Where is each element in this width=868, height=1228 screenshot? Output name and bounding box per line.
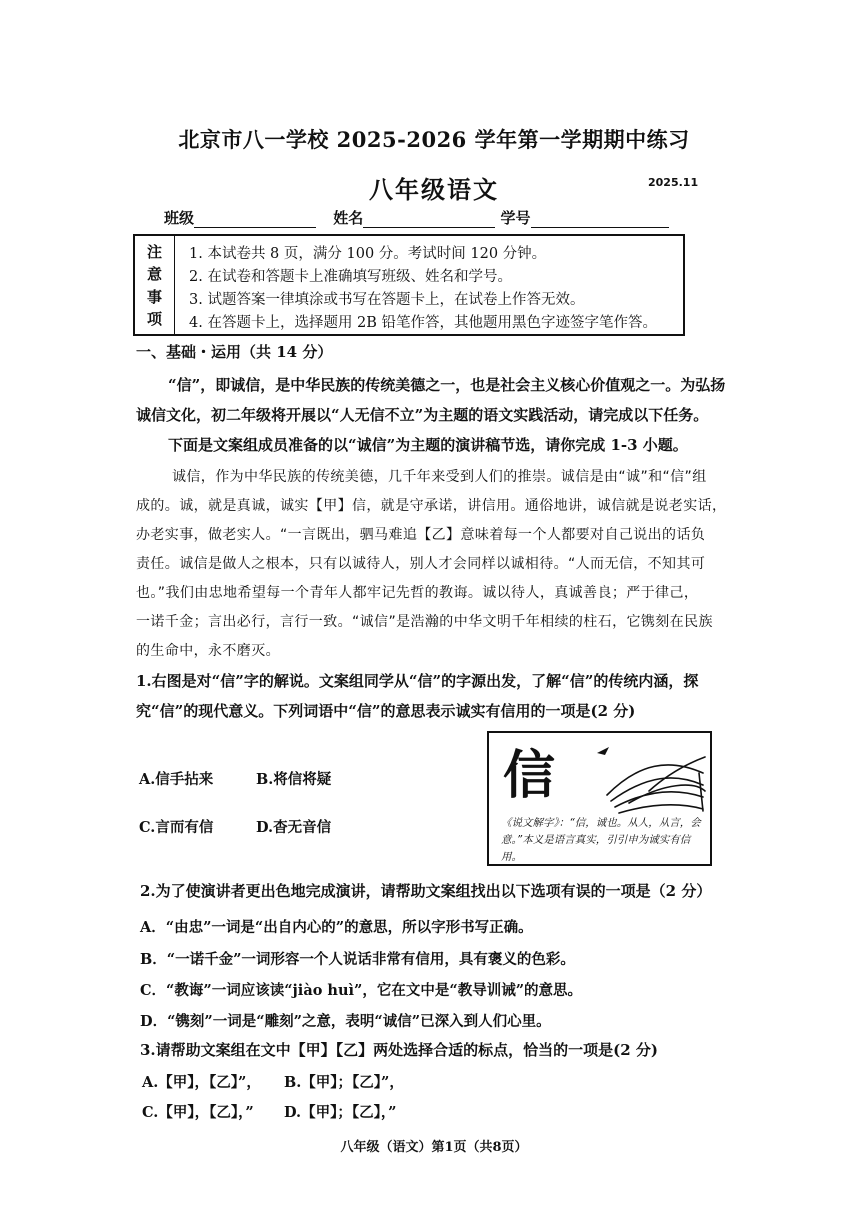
question-1-stem: 1.右图是对“信”字的解说。文案组同学从“信”的字源出发，了解“信”的传统内涵，探 — [136, 672, 699, 690]
question-2-stem: 2.为了使演讲者更出色地完成演讲，请帮助文案组找出以下选项有误的一项是（2 分） — [140, 882, 712, 900]
class-field[interactable] — [194, 211, 316, 228]
exam-title: 北京市八一学校 2025-2026 学年第一学期期中练习 — [178, 127, 690, 152]
page-footer: 八年级（语文）第1页（共8页） — [340, 1140, 528, 1155]
speech-line: 一诺千金；言出必行，言行一致。“诚信”是浩瀚的中华文明千年相续的柱石，它镌刻在民族 — [136, 614, 713, 630]
speech-line: 诚信，作为中华民族的传统美德，几千年来受到人们的推崇。诚信是由“诚”和“信”组 — [172, 469, 707, 485]
grass-strokes-icon — [607, 757, 705, 813]
exam-date: 2025.11 — [648, 176, 699, 189]
q1-option-c[interactable]: C.言而有信 — [139, 819, 214, 836]
q1-option-a[interactable]: A.信手拈来 — [139, 771, 214, 788]
xin-glyph: 信 — [503, 745, 556, 806]
notice-item: 4. 在答题卡上，选择题用 2B 铅笔作答，其他题用黑色字迹签字笔作答。 — [189, 315, 658, 331]
intro-line: 下面是文案组成员准备的以“诚信”为主题的演讲稿节选，请你完成 1-3 小题。 — [168, 436, 688, 454]
q3-option-d[interactable]: D.【甲】；【乙】，” — [284, 1104, 397, 1121]
id-field[interactable] — [531, 211, 669, 228]
xin-character-figure — [487, 731, 712, 866]
id-label: 学号 — [500, 209, 531, 227]
name-field[interactable] — [363, 211, 495, 228]
notice-item: 3. 试题答案一律填涂或书写在答题卡上，在试卷上作答无效。 — [189, 292, 585, 308]
student-info-line — [164, 207, 669, 228]
q2-option-c[interactable]: C．“教诲”一词应该读“jiào huì”，它在文中是“教导训诫”的意思。 — [140, 982, 583, 999]
notice-head-char: 事 — [146, 287, 162, 306]
notice-head-char: 意 — [146, 265, 162, 284]
q3-option-c[interactable]: C.【甲】，【乙】，” — [142, 1104, 254, 1121]
notice-heading — [135, 236, 175, 334]
question-1-stem: 究“信”的现代意义。下列词语中“信”的意思表示诚实有信用的一项是(2 分) — [136, 702, 636, 720]
exam-subject: 八年级语文 — [369, 175, 499, 204]
notice-head-char: 注 — [146, 242, 162, 261]
q1-option-b[interactable]: B.将信将疑 — [256, 771, 332, 788]
section-heading: 一、基础・运用（共 14 分） — [136, 343, 333, 361]
speech-line: 也。”我们由忠地希望每一个青年人都牢记先哲的教诲。诚以待人，真诚善良；严于律己， — [136, 585, 699, 601]
bird-icon — [597, 747, 609, 755]
notice-box — [133, 234, 685, 336]
q1-option-d[interactable]: D.杳无音信 — [256, 819, 332, 836]
intro-line: 诚信文化，初二年级将开展以“人无信不立”为主题的语文实践活动，请完成以下任务。 — [136, 406, 709, 424]
name-label: 姓名 — [333, 209, 364, 227]
q2-option-b[interactable]: B．“一诺千金”一词形容一个人说话非常有信用，具有褒义的色彩。 — [140, 951, 575, 968]
notice-list — [189, 243, 657, 335]
q2-option-d[interactable]: D．“镌刻”一词是“雕刻”之意，表明“诚信”已深入到人们心里。 — [140, 1013, 551, 1030]
figure-caption: 《说文解字》：“信，诚也。从人，从言，会意。”本义是语言真实，引引申为诚实有信用。 — [501, 817, 701, 863]
speech-line: 的生命中，永不磨灭。 — [136, 643, 280, 659]
notice-item: 2. 在试卷和答题卡上准确填写班级、姓名和学号。 — [189, 269, 512, 285]
q3-option-a[interactable]: A.【甲】，【乙】”， — [142, 1074, 261, 1091]
speech-line: 办老实事，做老实人。“一言既出，驷马难追【乙】意味着每一个人都要对自己说出的话负 — [136, 527, 706, 543]
notice-head-char: 项 — [146, 310, 162, 329]
speech-line: 成的。诚，就是真诚，诚实【甲】信，就是守承诺，讲信用。通俗地讲，诚信就是说老实话， — [136, 498, 727, 514]
intro-line: “信”，即诚信，是中华民族的传统美德之一，也是社会主义核心价值观之一。为弘扬 — [168, 376, 726, 394]
speech-line: 责任。诚信是做人之根本，只有以诚待人，别人才会同样以诚相待。“人而无信，不知其可 — [136, 556, 706, 572]
question-3-stem: 3.请帮助文案组在文中【甲】【乙】两处选择合适的标点，恰当的一项是(2 分) — [140, 1041, 659, 1059]
q2-option-a[interactable]: A．“由忠”一词是“出自内心的”的意思，所以字形书写正确。 — [140, 919, 533, 936]
class-label: 班级 — [164, 209, 195, 227]
notice-item: 1. 本试卷共 8 页，满分 100 分。考试时间 120 分钟。 — [189, 246, 547, 262]
q3-option-b[interactable]: B.【甲】；【乙】”， — [284, 1074, 404, 1091]
